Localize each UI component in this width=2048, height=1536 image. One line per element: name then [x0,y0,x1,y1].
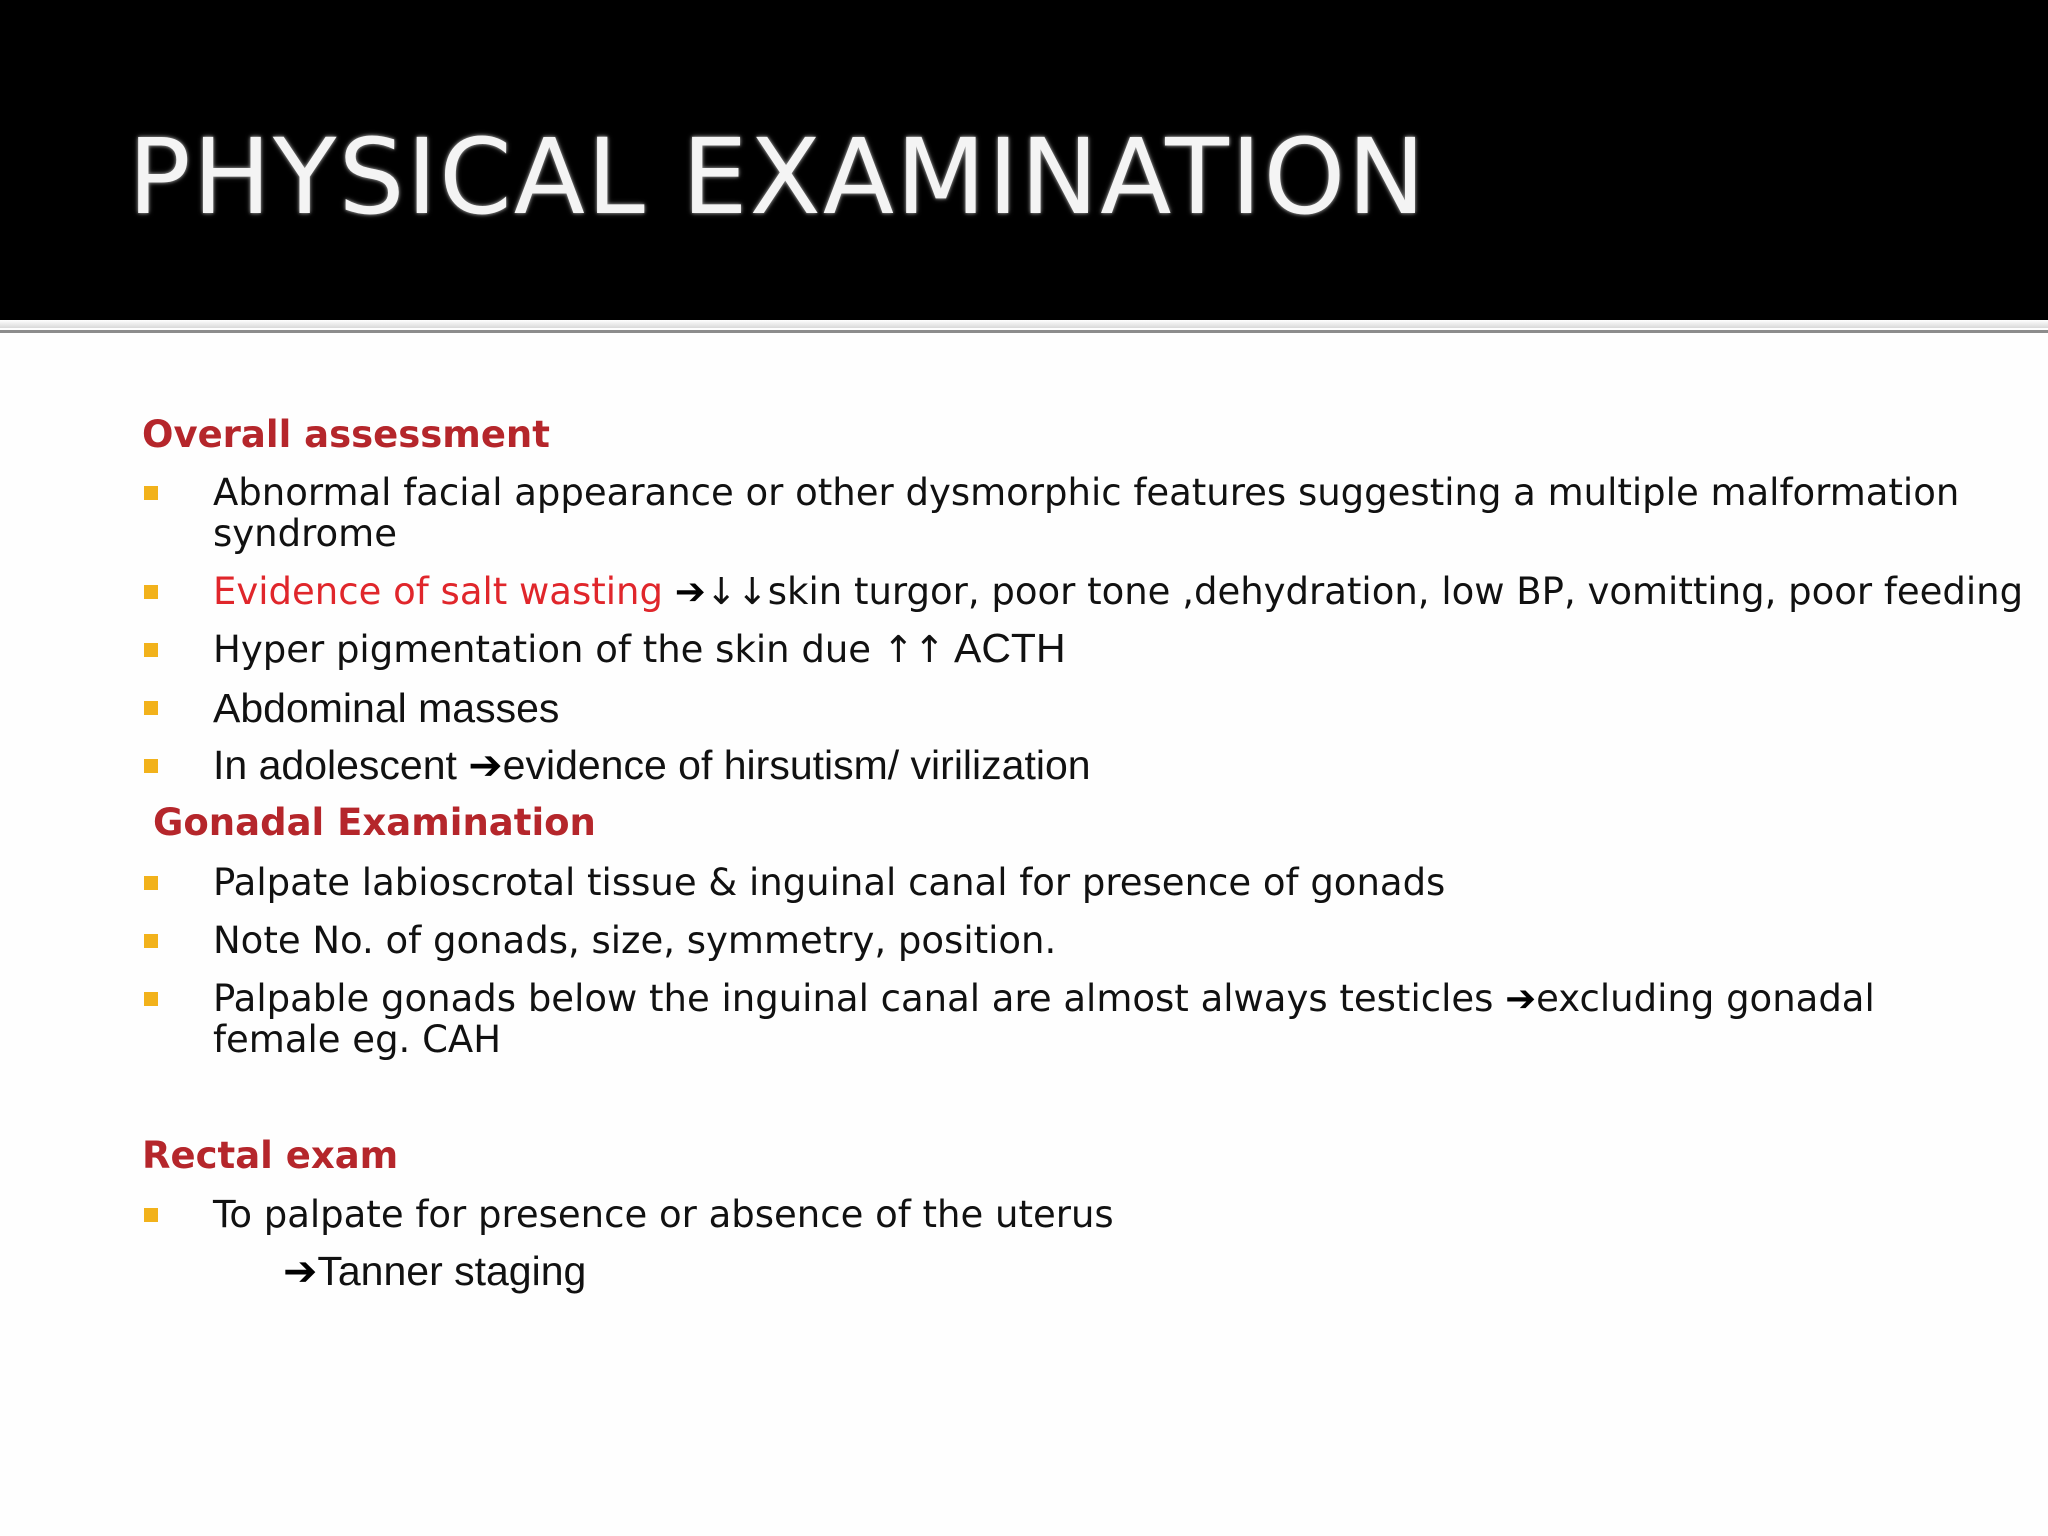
bullet-marker [144,486,158,500]
bullet-marker [144,992,158,1006]
list-item: Abdominal masses [213,685,560,731]
section-heading-rectal: Rectal exam [142,1134,399,1177]
bullet-marker [144,934,158,948]
tanner-staging-note [283,1248,586,1294]
bullet-marker [144,585,158,599]
bullet-marker [144,643,158,657]
bullet-marker [144,876,158,890]
right-arrow-icon: ➔ [468,741,503,789]
pigmentation-text: Hyper pigmentation of the skin due ↑↑ [213,628,945,671]
list-item: To palpate for presence or absence of the uterus [213,1193,1114,1236]
section-heading-gonadal: Gonadal Examination [153,801,596,844]
bullet-marker [144,1208,158,1222]
right-arrow-icon: ➔ [1505,977,1537,1020]
list-item [213,570,2024,613]
bullet-marker [144,701,158,715]
bullet-marker [144,759,158,773]
slide-title: PHYSICAL EXAMINATION [128,116,1428,238]
right-arrow-icon: ➔ [674,570,706,613]
list-item [213,742,2003,788]
tanner-staging-text: Tanner staging [317,1248,587,1294]
list-item [213,978,2003,1060]
hirsutism-text: evidence of hirsutism/ virilization [502,742,1091,788]
salt-wasting-highlight: Evidence of salt wasting [213,570,663,613]
right-arrow-icon: ➔ [283,1247,318,1295]
list-item: Palpate labioscrotal tissue & inguinal canal for presence of gonads [213,861,1446,904]
acth-text: ACTH [944,625,1066,671]
list-item: Abnormal facial appearance or other dysmorphic features suggesting a multiple malformation syndrome [213,471,1960,555]
adolescent-text: In adolescent [213,742,469,788]
excluding-text: excluding gonadal female eg. CAH [213,977,1875,1061]
salt-wasting-detail: ↓↓skin turgor, poor tone ,dehydration, low BP, vomitting, poor feeding [705,570,2024,613]
palpable-gonads-text: Palpable gonads below the inguinal canal are almost always testicles [213,977,1506,1020]
list-item [213,625,2003,671]
list-item: Note No. of gonads, size, symmetry, position. [213,919,1057,962]
section-heading-overall: Overall assessment [142,413,550,456]
